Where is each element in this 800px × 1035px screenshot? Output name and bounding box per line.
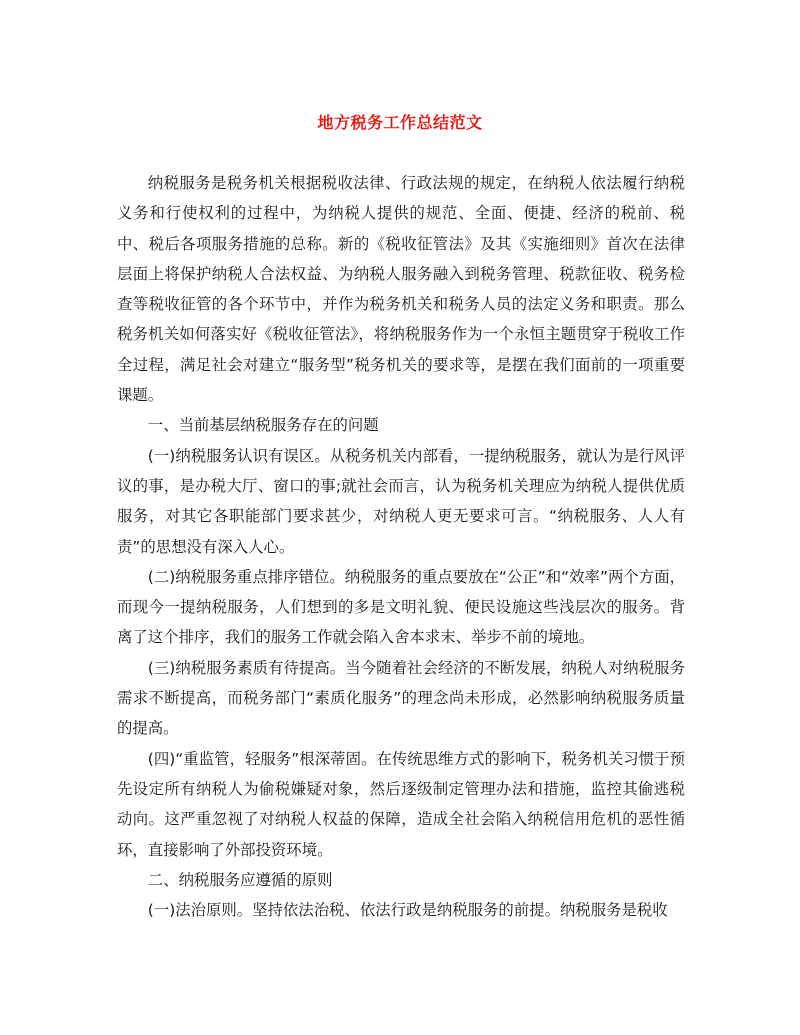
paragraph-problem-2: (二)纳税服务重点排序错位。纳税服务的重点要放在“公正”和“效率”两个方面，而现今一提纳税服务，人们想到的多是文明礼貌、便民设施这些浅层次的服务。背离了这个排序，我们的服务工作就会陷入舍本求末、举步不前的境地。 [117,567,685,647]
paragraph-problem-4: (四)“重监管，轻服务”根深蒂固。在传统思维方式的影响下，税务机关习惯于预先设定所有纳税人为偷税嫌疑对象，然后逐级制定管理办法和措施，监控其偷逃税动向。这严重忽视了对纳税人权益的保障，造成全社会陷入纳税信用危机的恶性循环，直接影响了外部投资环境。 [117,749,685,859]
document-title: 地方税务工作总结范文 [317,113,483,132]
document-body [117,168,685,925]
paragraph-intro: 纳税服务是税务机关根据税收法律、行政法规的规定，在纳税人依法履行纳税义务和行使权利的过程中，为纳税人提供的规范、全面、便捷、经济的税前、税中、税后各项服务措施的总称。新的《税收征管法》及其《实施细则》首次在法律层面上将保护纳税人合法权益、为纳税人服务融入到税务管理、税款征收、税务检查等税收征管的各个环节中，并作为税务机关和税务人员的法定义务和职责。那么税务机关如何落实好《税收征管法》，将纳税服务作为一个永恒主题贯穿于税收工作全过程，满足社会对建立“服务型”税务机关的要求等，是摆在我们面前的一项重要课题。 [117,174,685,405]
paragraph-problem-1: (一)纳税服务认识有误区。从税务机关内部看，一提纳税服务，就认为是行风评议的事，是办税大厅、窗口的事;就社会而言，认为税务机关理应为纳税人提供优质服务，对其它各职能部门要求甚少，对纳税人更无要求可言。“纳税服务、人人有责”的思想没有深入人心。 [117,446,685,556]
paragraph-problem-3: (三)纳税服务素质有待提高。当今随着社会经济的不断发展，纳税人对纳税服务需求不断提高，而税务部门“素质化服务”的理念尚未形成，必然影响纳税服务质量的提高。 [117,658,685,738]
section-heading-problems: 一、当前基层纳税服务存在的问题 [147,416,379,435]
paragraph-principle-1: (一)法治原则。坚持依法治税、依法行政是纳税服务的前提。纳税服务是税收 [147,901,668,920]
section-heading-principles: 二、纳税服务应遵循的原则 [147,870,333,889]
